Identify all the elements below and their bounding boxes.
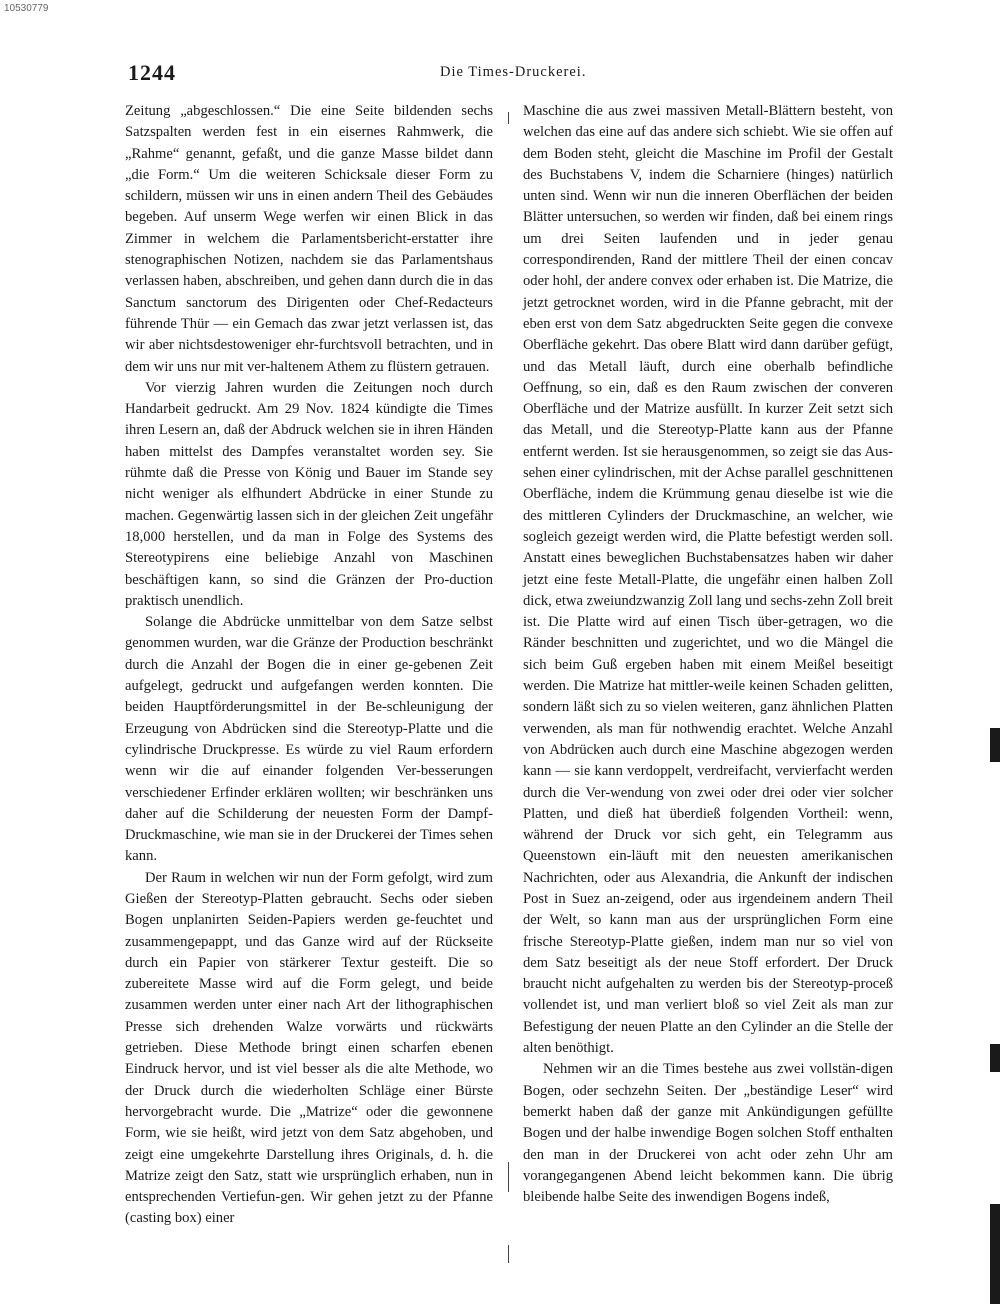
left-column (125, 101, 493, 1230)
paragraph: Maschine die aus zwei massiven Metall-Blättern besteht, von welchen das eine auf das andere sich schiebt. Wie sie offen auf dem Boden steht, gleicht die Maschine im Profil der Gestalt des Buchstabens V, indem die Scharniere (hinges) natürlich unten sind. Wenn wir nun die inneren Oberflächen der beiden Blätter untersuchen, so werden wir finden, daß bei einem rings um drei Seiten laufenden und in jeder genau correspondirenden, Rand der mittlere Theil der einen concav oder hohl, der andere convex oder erhaben ist. Die Matrize, die jetzt getrocknet worden, wird in die Pfanne gebracht, mit der eben erst von dem Satz abgedruckten Seite gegen die convexe Oberfläche gekehrt. Das obere Blatt wird dann darüber gefügt, und das Metall läuft, durch eine oberhalb befindliche Oeffnung, so ein, daß es den Raum zwischen der converen Oberfläche und der Matrize ausfüllt. In kurzer Zeit setzt sich das Metall, und die Stereotyp-Platte kann aus der Pfanne entfernt werden. Ist sie herausgenommen, so zeigt sie das Aus-sehen einer cylindrischen, mit der Achse parallel geschnittenen Oberfläche, indem die Krümmung genau dieselbe ist wie die des mittleren Cylinders der Druckmaschine, an welcher, wie sogleich gezeigt werden wird, die Platte befestigt werden soll. Anstatt eines beweglichen Buchstabensatzes haben wir daher jetzt eine feste Metall-Platte, die ungefähr einen halben Zoll dick, etwa zweiundzwanzig Zoll lang und sechs-zehn Zoll breit ist. Die Platte wird auf einen Tisch über-getragen, wo die Ränder beschnitten und zugerichtet, und wo die Mängel die sich beim Guß ergeben haben mit einem Meißel beseitigt werden. Die Matrize hat mittler-weile keinen Schaden gelitten, sondern läßt sich zu so vielen weiteren, ganz ähnlichen Platten verwenden, als man für nothwendig erachtet. Welche Anzahl von Abdrücken auch durch eine Maschine abgezogen werden kann — sie kann verdoppelt, verdreifacht, vervierfacht werden durch die Ver-wendung von zwei oder drei oder vier solcher Platten, und dieß hat überdieß folgenden Vortheil: wenn, während der Druck vor sich geht, ein Telegramm aus Queenstown ein-läuft mit den neuesten amerikanischen Nachrichten, oder aus Alexandria, die Ankunft der indischen Post in Suez an-zeigend, oder aus irgendeinem andern Theil der Welt, so kann man aus der ursprünglichen Form eine frische Stereotyp-Platte gießen, indem man nur so viel von dem Satz beseitigt als der neue Stoff erfordert. Der Druck braucht nicht aufgehalten zu werden bis der Stereotyp-proceß vollendet ist, und man verliert bloß so viel Zeit als man zur Befestigung der neuen Platte an den Cylinder an die Stelle der alten benöthigt. (523, 103, 893, 1057)
paragraph: Der Raum in welchen wir nun der Form gefolgt, wird zum Gießen der Stereotyp-Platten gebraucht. Sechs oder sieben Bogen unplanirten Seiden-Papiers werden ge-feuchtet und zusammengepappt, und das Ganze wird auf der Rückseite durch ein Papier von stärkerer Textur gesteift. Die so zubereitete Masse wird auf die Form gelegt, und beide zusammen werden unter einer nach Art der lithographischen Presse sich drehenden Walze vorwärts und rückwärts getrieben. Diese Methode bringt einen scharfen ebenen Eindruck hervor, und ist viel besser als die alte Methode, wo der Druck durch die wiederholten Schläge einer Bürste hervorgebracht wurde. Die „Matrize“ oder die gewonnene Form, wie sie heißt, wird jetzt von dem Satz abgehoben, und zeigt eine umgekehrte Darstellung ihres Originals, d. h. die Matrize zeigt den Satz, statt wie ursprünglich erhaben, nun in entsprechenden Vertiefun-gen. Wir gehen jetzt zu der Pfanne (casting box) einer (125, 869, 493, 1227)
paragraph: Zeitung „abgeschlossen.“ Die eine Seite bildenden sechs Satzspalten werden fest in ein eisernes Rahmwerk, die „Rahme“ genannt, gefaßt, und die ganze Masse bildet dann „die Form.“ Um die weiteren Schicksale dieser Form zu schildern, müssen wir uns in einen andern Theil des Gebäudes begeben. Auf unserm Wege werfen wir einen Blick in das Zimmer in welchem die Parlamentsbericht-erstatter ihre stenographischen Notizen, nachdem sie das Parlamentshaus verlassen haben, abschreiben, und gehen dann durch die in das Sanctum sanctorum des Dirigenten oder Chef-Redacteurs führende Thür — ein Gemach das zwar jetzt verlassen ist, das wir aber nichtsdestoweniger ehr-furchtsvoll betrachten, und in dem wir uns nur mit ver-haltenem Athem zu flüstern getrauen. (125, 103, 493, 375)
paragraph: Solange die Abdrücke unmittelbar von dem Satze selbst genommen wurden, war die Gränze der Production beschränkt durch die Anzahl der Bogen die in einer ge-gebenen Zeit aufgelegt, gedruckt und aufgefangen werden konnten. Die beiden Hauptförderungsmittel in der Be-schleunigung der Erzeugung von Abdrücken sind die Stereotyp-Platte und die cylindrische Druckpresse. Es würde zu viel Raum erfordern wenn wir die auf einander folgenden Ver-besserungen verschiedener Erfinder erklären wollten; wir beschränken uns daher auf die Schilderung der neuesten Form der Dampf-Druckmaschine, wie man sie in der Druckerei der Times sehen kann. (125, 614, 493, 865)
scan-id: 10530779 (4, 3, 49, 14)
paragraph: Nehmen wir an die Times bestehe aus zwei vollstän-digen Bogen, oder sechzehn Seiten. Der „beständige Leser“ wird bemerkt haben daß der ganze mit Ankündigungen gefüllte Bogen und der halbe inwendige Bogen solchen Stoff enthalten den man in der Druckerei von acht oder zehn Uhr am vorangegangenen Abend leicht bekommen kann. Die übrig bleibende halbe Seite des inwendigen Bogens indeß, (523, 1061, 893, 1206)
column-rule (508, 1162, 509, 1192)
column-rule (508, 112, 509, 124)
scan-edge-mark (990, 728, 1000, 762)
running-head: Die Times-Druckerei. (440, 64, 587, 80)
paragraph: Vor vierzig Jahren wurden die Zeitungen noch durch Handarbeit gedruckt. Am 29 Nov. 1824 kündigte die Times ihren Lesern an, daß der Abdruck welchen sie in ihren Händen haben mittelst des Dampfes veranstaltet worden sey. Sie rühmte daß die Presse von König und Bauer im Stande sey nicht weniger als elfhundert Abdrücke in einer Stunde zu machen. Gegenwärtig lassen sich in der gleichen Zeit ungefähr 18,000 herstellen, und da man in Folge des Systems des Stereotypirens eine beliebige Anzahl von Maschinen beschäftigen kann, so sind die Gränzen der Pro-duction praktisch unendlich. (125, 379, 493, 609)
column-rule (508, 1245, 509, 1263)
scan-edge-mark (990, 1204, 1000, 1304)
scan-edge-mark (990, 1044, 1000, 1072)
page-number: 1244 (128, 60, 176, 85)
right-column (523, 101, 893, 1208)
